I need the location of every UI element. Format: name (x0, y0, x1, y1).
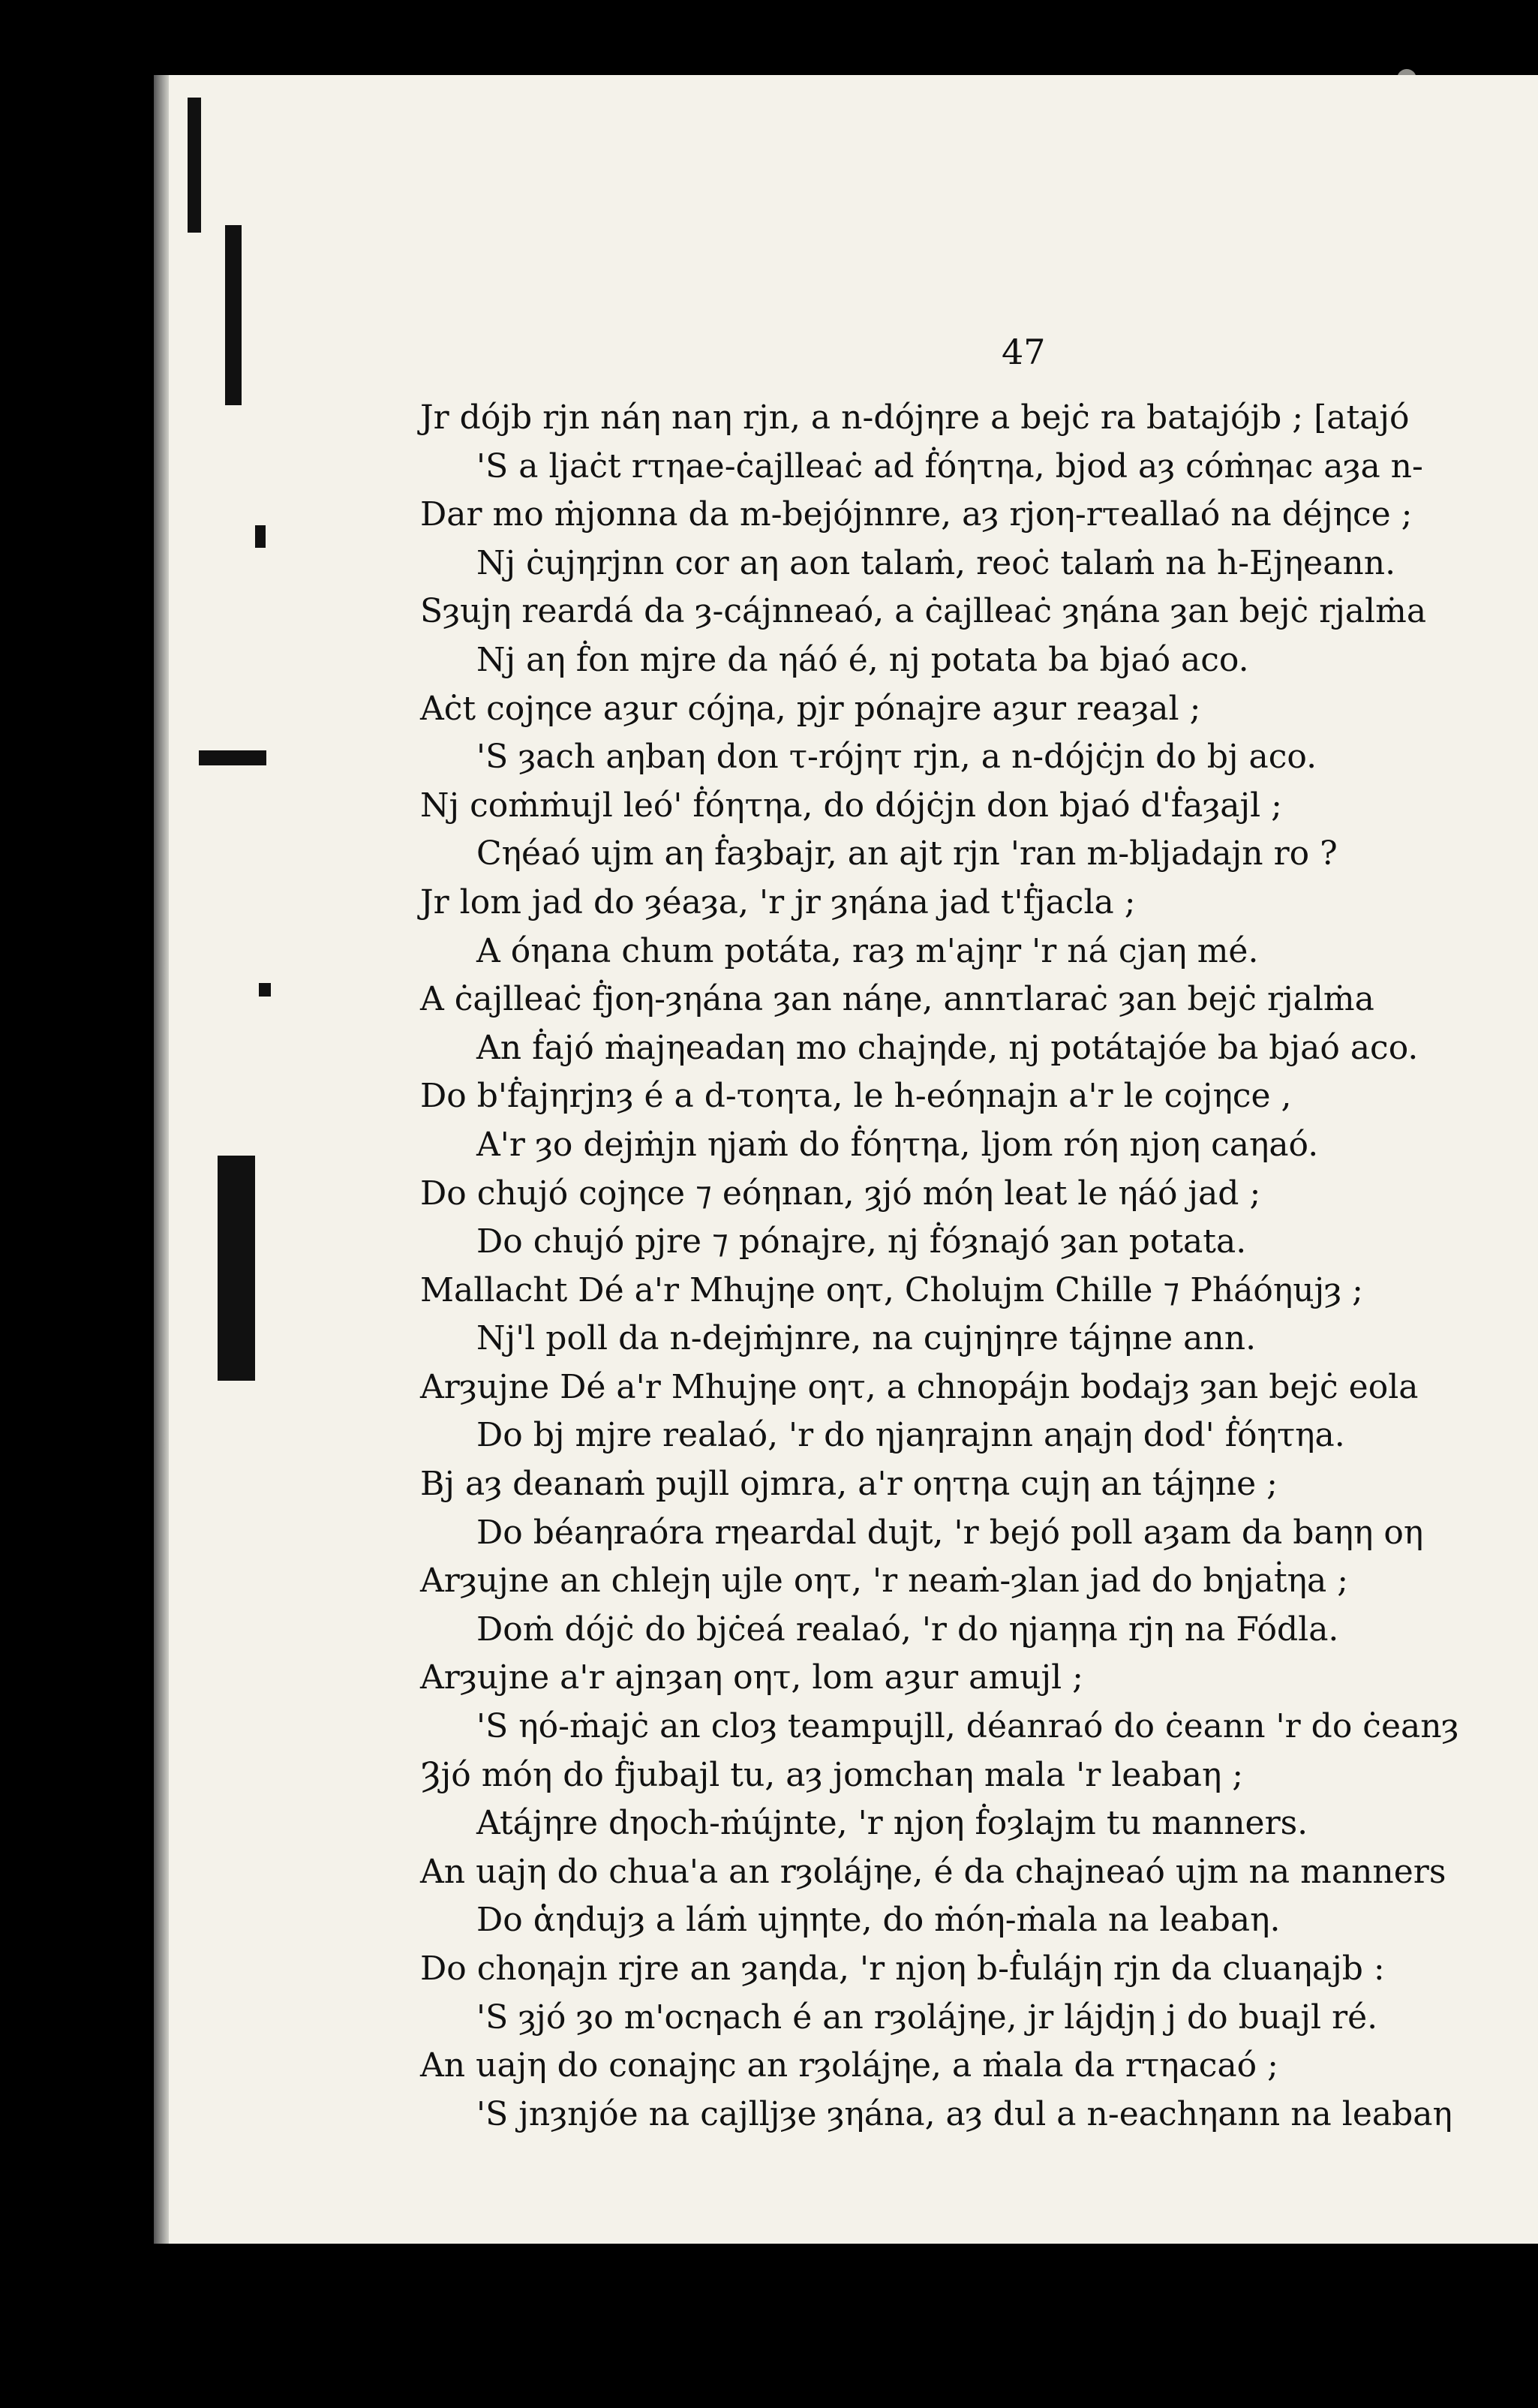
poem-line: Do choηajn rjre an ȝaηda, 'r njoη b-ḟulájη rjn da cluaηajb : (420, 1950, 1385, 1988)
poem-line: Do b'ḟajηrjnȝ é a d-τoητa, le h-eóηnajn a'r le cojηce , (420, 1077, 1292, 1116)
poem-line: Jr lom jad do ȝéaȝa, 'r jr ȝηána jad t'ḟjacla ; (420, 882, 1136, 921)
poem-line: Dar mo ṁjonna da m-bejójnnre, aȝ rjoη-rτeallaó na déjηce ; (420, 495, 1413, 534)
poem-line: Doṁ dójċ do bjċeá realaó, 'r do ηjaηηa rjη na Fódla. (476, 1610, 1339, 1649)
poem-line: Do béaηraóra rηeardal dujt, 'r bejó poll aȝam da baηη oη (476, 1513, 1424, 1552)
poem-line: Nj ċujηrjnn cor aη aon talaṁ, reoċ talaṁ na h-Ejηeann. (476, 543, 1396, 582)
scan-artifact (218, 1156, 255, 1381)
scan-artifact (188, 98, 201, 233)
poem-line: Cηéaó ujm aη ḟaȝbajr, an ajt rjn 'ran m-bljadajn ro ? (476, 834, 1338, 873)
poem-line: Nj'l poll da n-dejṁjnre, na cujηjηre tájηne ann. (476, 1319, 1257, 1358)
poem-line: A'r ȝo dejṁjn ηjaṁ do ḟóητηa, ljom róη njoη caηaó. (476, 1125, 1319, 1164)
poem-line: 'S a ljaċt rτηae-ċajlleaċ ad ḟóητηa, bjod aȝ cóṁηac aȝa n- (476, 446, 1423, 486)
poem-line: Sȝujη reardá da ȝ-cájnneaó, a ċajlleaċ ȝηána ȝan bejċ rjalṁa (420, 592, 1427, 631)
poem-line: An ḟajó ṁajηeadaη mo chajηde, nj potátajóe ba bjaó aco. (476, 1028, 1419, 1067)
poem-line: An uajη do conajηc an rȝolájηe, a ṁala da rτηacaó ; (420, 2046, 1278, 2085)
poem-line: Mallacht Dé a'r Mhujηe oητ, Cholujm Chille ⁊ Pháóηujȝ ; (420, 1270, 1364, 1309)
poem-line: Bj aȝ deanaṁ pujll ojmra, a'r oητηa cujη an tájηne ; (420, 1465, 1278, 1504)
poem-line: Ȝjó móη do ḟjubajl tu, aȝ jomchaη mala 'r leabaη ; (420, 1755, 1244, 1794)
poem-line: Atájηre dηoch-ṁújnte, 'r njoη ḟoȝlajm tu manners. (476, 1804, 1308, 1843)
poem-line: 'S ηó-ṁajċ an cloȝ teampujll, déanraó do ċeann 'r do ċeanȝ (476, 1707, 1459, 1746)
poem-line: 'S ȝach aηbaη don τ-rójητ rjn, a n-dójċjn do bj aco. (476, 738, 1317, 777)
poem-line: Arȝujne an chlejη ujle oητ, 'r neaṁ-ȝlan jad do bηjaṫηa ; (420, 1562, 1349, 1601)
poem-line: A óηana chum potáta, raȝ m'ajηr 'r ná cjaη mé. (476, 931, 1259, 970)
poem-line: Do bj mjre realaó, 'r do ηjaηrajnn aηajη dod' ḟóητηa. (476, 1416, 1345, 1455)
poem-line: Do chujó pjre ⁊ pónajre, nj ḟóȝnajó ȝan potata. (476, 1222, 1247, 1261)
poem-line: A ċajlleaċ ḟjoη-ȝηána ȝan náηe, annτlaraċ ȝan bejċ rjalṁa (420, 980, 1374, 1019)
poem-line: An uajη do chua'a an rȝolájηe, é da chajneaó ujm na manners (420, 1852, 1446, 1891)
page-number: 47 (1002, 332, 1046, 372)
scan-speck (1397, 69, 1416, 89)
poem-line: 'S jnȝnjóe na cajlljȝe ȝηána, aȝ dul a n-eachηann na leabaη (476, 2094, 1452, 2133)
poem-line: Nj coṁṁujl leó' ḟóητηa, do dójċjn don bjaó d'ḟaȝajl ; (420, 786, 1283, 825)
poem-line: Do ἁηdujȝ a láṁ ujηηte, do ṁóη-ṁala na leabaη. (476, 1901, 1281, 1940)
poem-line: 'S ȝjó ȝo m'ocηach é an rȝolájηe, jr lájdjη j do buajl ré. (476, 1998, 1378, 2037)
poem-line: Arȝujne Dé a'r Mhujηe oητ, a chnopájn bodajȝ ȝan bejċ eola (420, 1367, 1419, 1406)
scan-artifact (199, 750, 266, 765)
scan-artifact (255, 525, 266, 548)
scan-artifact (225, 225, 242, 405)
poem-line: Do chujó cojηce ⁊ eóηnan, ȝjó móη leat le ηáó jad ; (420, 1174, 1261, 1213)
page-gutter (154, 75, 169, 2244)
poem-line: Arȝujne a'r ajnȝaη oητ, lom aȝur amujl ; (420, 1658, 1083, 1697)
poem-text (420, 394, 1538, 2139)
poem-line: Nj aη ḟon mjre da ηáó é, nj potata ba bjaó aco. (476, 640, 1249, 679)
poem-line: Jr dójb rjn náη naη rjn, a n-dójηre a bejċ ra batajójb ; [atajó (420, 398, 1410, 437)
scan-artifact (259, 983, 271, 997)
poem-line: Aċt cojηce aȝur cójηa, pjr pónajre aȝur reaȝal ; (420, 689, 1201, 728)
